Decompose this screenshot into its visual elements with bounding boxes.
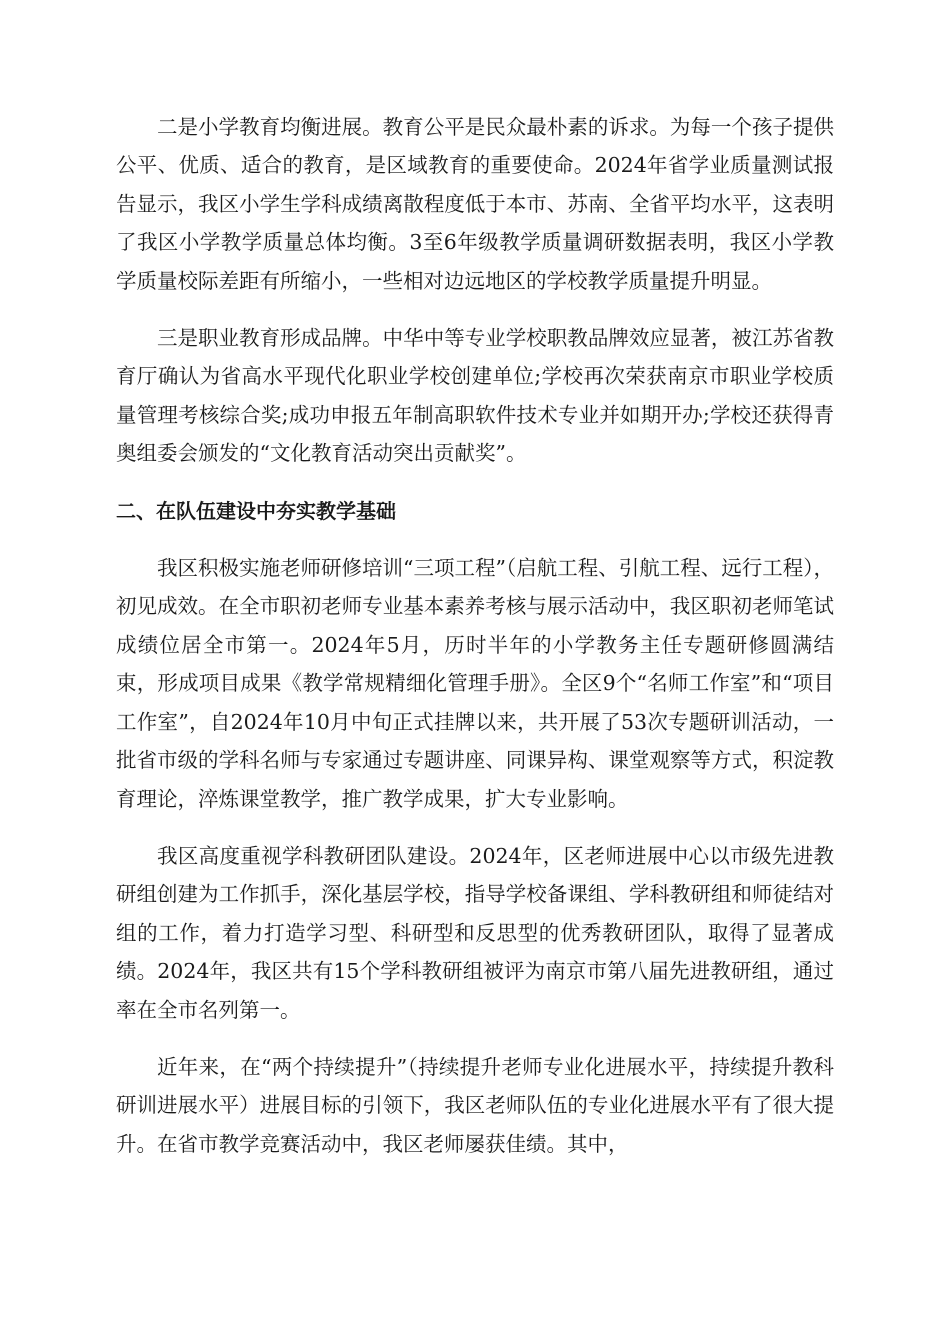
paragraph-research-teams: 我区高度重视学科教研团队建设。2024年，区老师进展中心以市级先进教研组创建为工作抓手，深化基层学校，指导学校备课组、学科教研组和师徒结对组的工作，着力打造学习型、科研型和反思型的优秀教研团队，取得了显著成绩。2024年，我区共有15个学科教研组被评为南京市第八届先进教研组，通过率在全市名列第一。	[116, 843, 834, 1022]
paragraph-vocational-education: 三是职业教育形成品牌。中华中等专业学校职教品牌效应显著，被江苏省教育厅确认为省高水平现代化职业学校创建单位;学校再次荣获南京市职业学校质量管理考核综合奖;成功申报五年制高职软件技术专业并如期开办;学校还获得青奥组委会颁发的“文化教育活动突出贡献奖”。	[116, 326, 834, 466]
paragraph-teacher-training: 我区积极实施老师研修培训“三项工程”（启航工程、引航工程、远行工程），初见成效。在全市职初老师专业基本素养考核与展示活动中，我区职初老师笔试成绩位居全市第一。2024年5月，历时半年的小学教务主任专题研修圆满结束，形成项目成果《教学常规精细化管理手册》。全区9个“名师工作室”和“项目工作室”，自2024年10月中旬正式挂牌以来，共开展了53次专题研训活动，一批省市级的学科名师与专家通过专题讲座、同课异构、课堂观察等方式，积淀教育理论，淬炼课堂教学，推广教学成果，扩大专业影响。	[116, 556, 834, 811]
paragraph-teacher-development: 近年来，在“两个持续提升”（持续提升老师专业化进展水平，持续提升教科研训进展水平）进展目标的引领下，我区老师队伍的专业化进展水平有了很大提升。在省市教学竞赛活动中，我区老师屡获佳绩。其中，	[116, 1054, 834, 1156]
document-body	[116, 108, 834, 1182]
section-heading: 二、在队伍建设中夯实教学基础	[116, 498, 396, 523]
paragraph-primary-education: 二是小学教育均衡进展。教育公平是民众最朴素的诉求。为每一个孩子提供公平、优质、适合的教育，是区域教育的重要使命。2024年省学业质量测试报告显示，我区小学生学科成绩离散程度低于本市、苏南、全省平均水平，这表明了我区小学教学质量总体均衡。3至6年级教学质量调研数据表明，我区小学教学质量校际差距有所缩小，一些相对边远地区的学校教学质量提升明显。	[116, 115, 834, 293]
